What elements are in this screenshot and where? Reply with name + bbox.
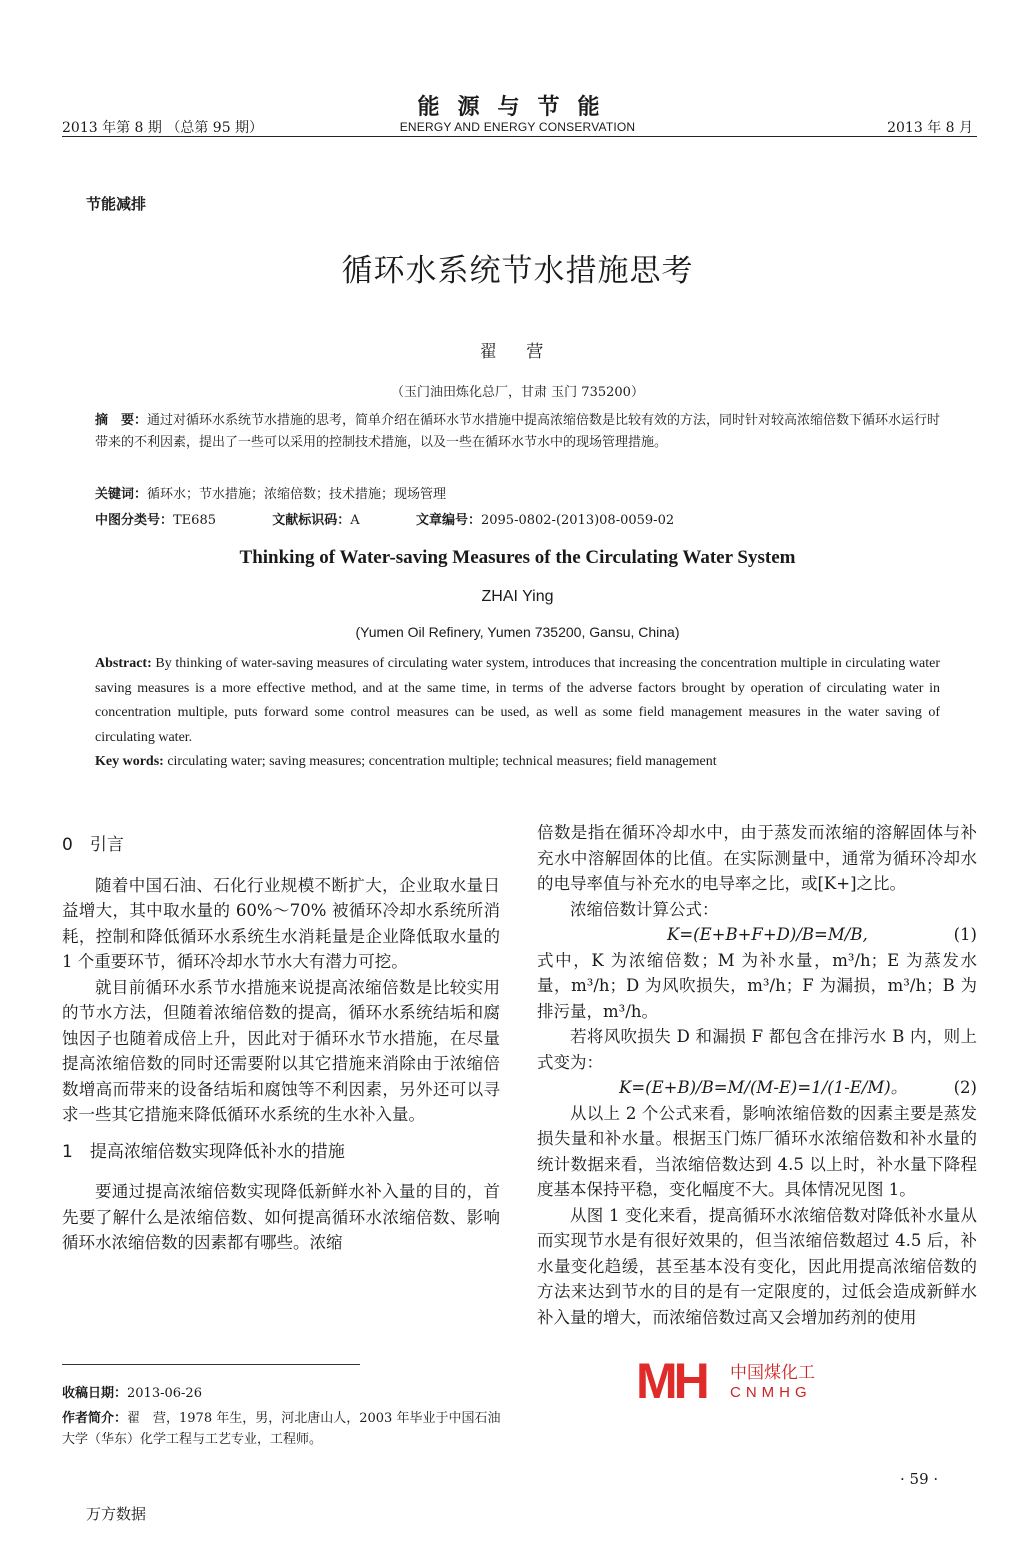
- paragraph: 就目前循环水系节水措施来说提高浓缩倍数是比较实用的节水方法，但随着浓缩倍数的提高，循环水系统结垢和腐蚀因子也随着成倍上升，因此对于循环水节水措施，在尽量提高浓缩倍数的同时还需要附以其它措施来消除由于浓缩倍数增高而带来的设备结垢和腐蚀等不利因素，另外还可以寻求一些其它措施来降低循环水系统的生水补入量。: [62, 977, 500, 1124]
- footnote-received: [62, 1383, 502, 1404]
- watermark-logo: MH: [636, 1353, 706, 1409]
- abstract-cn-text: 通过对循环水系统节水措施的思考，简单介绍在循环水节水措施中提高浓缩倍数是比较有效的方法，同时针对较高浓缩倍数下循环水运行时带来的不利因素，提出了一些可以采用的控制技术措施，以及一些在循环水节水中的现场管理措施。: [95, 413, 941, 450]
- heading-intro: 0 引言: [62, 835, 124, 855]
- classification: [95, 510, 945, 532]
- journal-title-cn: 能源与节能: [417, 94, 618, 120]
- equation-1: [537, 922, 977, 948]
- article-no-label: 文章编号：: [415, 513, 481, 528]
- footer-source: 万方数据: [86, 1505, 147, 1523]
- keywords-en-label: Key words:: [95, 754, 164, 769]
- keywords-cn-text: 循环水；节水措施；浓缩倍数；技术措施；现场管理: [147, 487, 447, 502]
- affiliation-cn: （玉门油田炼化总厂，甘肃 玉门 735200）: [391, 385, 644, 400]
- paragraph: 浓缩倍数计算公式：: [570, 899, 719, 919]
- heading-section-1: 1 提高浓缩倍数实现降低补水的措施: [62, 1141, 345, 1162]
- keywords-en-text: circulating water; saving measures; concentration multiple; technical measures; field management: [167, 754, 717, 769]
- abstract-cn: [95, 410, 945, 454]
- paragraph: 随着中国石油、石化行业规模不断扩大，企业取水量日益增大，其中取水量的 60%～70% 被循环冷却水系统所消耗，控制和降低循环水系统生水消耗量是企业降低取水量的 1 个重要环节，循环冷却水节水大有潜力可挖。: [62, 875, 500, 971]
- watermark: [634, 1352, 844, 1412]
- paragraph: 倍数是指在循环冷却水中，由于蒸发而浓缩的溶解固体与补充水中溶解固体的比值。在实际测量中，通常为循环冷却水的电导率值与补充水的电导率之比，或[K+]之比。: [537, 823, 977, 893]
- journal-title-en: ENERGY AND ENERGY CONSERVATION: [399, 120, 636, 134]
- equation-2: [537, 1075, 977, 1101]
- right-column: [537, 820, 977, 1330]
- paragraph: 从图 1 变化来看，提高循环水浓缩倍数对降低补水量从而实现节水是有很好效果的，但当浓缩倍数超过 4.5 后，补水量变化趋缓，甚至基本没有变化，因此用提高浓缩倍数的方法来达到节水的目的是有一定限度的，过低会造成新鲜水补入量的增大，而浓缩倍数过高又会增加药剂的使用: [537, 1205, 977, 1327]
- abstract-en: [95, 652, 940, 750]
- abstract-cn-label: 摘 要：: [95, 413, 148, 428]
- clc-label: 中图分类号：: [95, 513, 174, 528]
- bio-label: 作者简介：: [62, 1411, 128, 1426]
- issue-info: 2013 年第 8 期 （总第 95 期）: [62, 120, 264, 136]
- doc-label: 文献标识码：: [272, 513, 351, 528]
- bio-text: 翟 营，1978 年生，男，河北唐山人，2003 年毕业于中国石油大学（华东）化学工程与工艺专业，工程师。: [62, 1411, 501, 1447]
- equation-1-number: (1): [953, 925, 977, 944]
- author-en: ZHAI Ying: [481, 588, 554, 605]
- footnote-bio: [62, 1408, 502, 1450]
- equation-2-number: (2): [953, 1078, 977, 1097]
- received-value: 2013-06-26: [127, 1386, 202, 1401]
- keywords-cn: [95, 484, 945, 506]
- abstract-en-text: By thinking of water-saving measures of circulating water system, introduces that increasing the concentration multiple in circulating water saving measures is a more effective method, and at the same time, in terms of the adverse factors brought by operation of circulating water in concentration multiple, puts forward some control measures can be used, as well as some field management measures in the water saving of circulating water.: [95, 656, 940, 745]
- keywords-cn-label: 关键词：: [95, 487, 148, 502]
- paragraph: 要通过提高浓缩倍数实现降低新鲜水补入量的目的，首先要了解什么是浓缩倍数、如何提高循环水浓缩倍数、影响循环水浓缩倍数的因素都有哪些。浓缩: [62, 1182, 500, 1252]
- keywords-en: [95, 750, 940, 775]
- footnote-rule: [62, 1364, 360, 1365]
- page-number: · 59 ·: [900, 1470, 939, 1488]
- abstract-en-label: Abstract:: [95, 656, 152, 671]
- section-tag: 节能减排: [86, 195, 147, 213]
- equation-2-text: K=(E+B)/B=M/(M-E)=1/(1-E/M)。: [619, 1078, 908, 1097]
- author-cn: 翟 营: [479, 342, 556, 362]
- received-label: 收稿日期：: [62, 1386, 128, 1401]
- issue-date: 2013 年 8 月: [887, 120, 973, 136]
- affiliation-en: (Yumen Oil Refinery, Yumen 735200, Gansu, China): [355, 624, 680, 640]
- left-column: [62, 833, 500, 1256]
- paragraph: 从以上 2 个公式来看，影响浓缩倍数的因素主要是蒸发损失量和补水量。根据玉门炼厂循环水浓缩倍数和补水量的统计数据来看，当浓缩倍数达到 4.5 以上时，补水量下降程度基本保持平稳，变化幅度不大。具体情况见图 1。: [537, 1103, 977, 1199]
- header-rule: [62, 136, 977, 137]
- clc-value: TE685: [173, 513, 216, 528]
- title-en: Thinking of Water-saving Measures of the Circulating Water System: [239, 547, 796, 568]
- watermark-en: CNMHG: [730, 1384, 812, 1401]
- paragraph: 式中，K 为浓缩倍数；M 为补水量，m³/h；E 为蒸发水量，m³/h；D 为风吹损失，m³/h；F 为漏损，m³/h；B 为排污量，m³/h。: [537, 950, 977, 1021]
- article-no-value: 2095-0802-(2013)08-0059-02: [480, 513, 675, 528]
- watermark-cn: 中国煤化工: [730, 1363, 815, 1383]
- doc-value: A: [350, 513, 360, 528]
- paragraph: 若将风吹损失 D 和漏损 F 都包含在排污水 B 内，则上式变为：: [537, 1027, 977, 1072]
- page-title: 循环水系统节水措施思考: [341, 253, 694, 289]
- equation-1-text: K=(E+B+F+D)/B=M/B,: [667, 925, 868, 944]
